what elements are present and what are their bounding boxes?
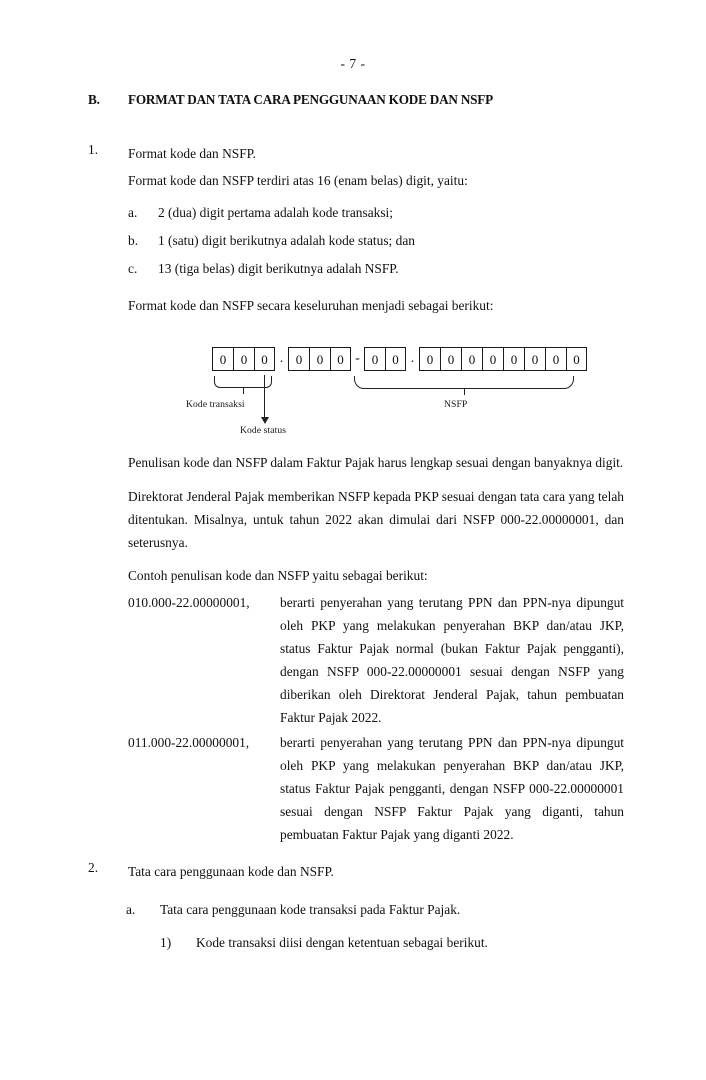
digit-cell: 0: [288, 347, 309, 371]
list-item-a-text: 2 (dua) digit pertama adalah kode transaksi;: [158, 205, 393, 221]
list-item-c: [128, 258, 624, 281]
paragraph-djp: Direktorat Jenderal Pajak memberikan NSFP kepada PKP sesuai dengan tata cara yang telah ditentukan. Misalnya, untuk tahun 2022 akan dimulai dari NSFP 000-22.00000001, dan seterusnya.: [128, 488, 624, 550]
page-content: [88, 92, 624, 955]
item1-sublist: [128, 202, 624, 280]
section-title: FORMAT DAN TATA CARA PENGGUNAAN KODE DAN NSFP: [128, 92, 494, 107]
list-item-b-text: 1 (satu) digit berikutnya adalah kode status; dan: [158, 232, 415, 248]
digit-cell: 0: [461, 347, 482, 371]
digit-box-row: [212, 347, 587, 371]
list-item-2-marker: 2.: [88, 860, 99, 876]
list-item-c-text: 13 (tiga belas) digit berikutnya adalah NSFP.: [158, 260, 399, 276]
example-010: [128, 591, 624, 729]
list-item-2: [88, 860, 624, 887]
list-item-1-marker: 1.: [88, 142, 99, 157]
separator-dot: .: [279, 351, 284, 367]
list-item-b-marker: b.: [128, 232, 139, 248]
label-kode-status: Kode status: [240, 425, 287, 437]
digit-group-nsfp-1: [288, 347, 351, 371]
digit-cell: 0: [566, 347, 587, 371]
digit-cell: 0: [503, 347, 524, 371]
separator-dot-2: .: [410, 351, 415, 367]
list-item-2a1-text: Kode transaksi diisi dengan ketentuan sebagai berikut.: [196, 935, 488, 951]
digit-cell: 0: [254, 347, 275, 371]
digit-cell: 0: [482, 347, 503, 371]
digit-cell: 0: [364, 347, 385, 371]
brace-nsfp-icon: [354, 376, 574, 389]
list-item-a-marker: a.: [128, 205, 138, 221]
digit-group-nsfp-2: [364, 347, 406, 371]
example-011: [128, 731, 624, 846]
item1-intro: Format kode dan NSFP terdiri atas 16 (enam belas) digit, yaitu:: [128, 173, 468, 189]
list-item-2-body: [128, 860, 624, 887]
list-item-2a-marker: a.: [126, 902, 136, 918]
digit-cell: 0: [419, 347, 440, 371]
example-010-code: 010.000-22.00000001,: [128, 594, 250, 610]
list-item-c-marker: c.: [128, 260, 138, 276]
list-item-b: [128, 230, 624, 253]
list-item-2a1: [88, 932, 624, 955]
digit-cell: 0: [233, 347, 254, 371]
digit-group-nsfp-3: [419, 347, 587, 371]
list-item-1-body: [128, 142, 624, 848]
label-kode-transaksi: Kode transaksi: [186, 399, 245, 411]
list-item-1: [88, 142, 624, 848]
diagram-lead-text: Format kode dan NSFP secara keseluruhan menjadi sebagai berikut:: [128, 298, 494, 314]
list-item-a: [128, 202, 624, 225]
list-item-2a-text: Tata cara penggunaan kode transaksi pada Faktur Pajak.: [160, 902, 461, 918]
example-011-desc: berarti penyerahan yang terutang PPN dan PPN-nya dipungut oleh PKP yang melakukan penyerahan BKP dan/atau JKP, status Faktur Pajak pengganti, dengan NSFP 000-22.00000001 sesuai dengan NSFP Faktur Pajak yang diganti, tahun pembuatan Faktur Pajak yang diganti 2022.: [280, 735, 624, 843]
example-011-code: 011.000-22.00000001,: [128, 735, 250, 750]
digit-cell: 0: [309, 347, 330, 371]
section-marker: B.: [88, 92, 100, 107]
page-number: - 7 -: [340, 56, 366, 71]
digit-cell: 0: [385, 347, 406, 371]
paragraph-contoh: Contoh penulisan kode dan NSFP yaitu sebagai berikut:: [128, 567, 428, 583]
paragraph-penulisan: Penulisan kode dan NSFP dalam Faktur Pajak harus lengkap sesuai dengan banyaknya digit.: [128, 455, 624, 471]
digit-cell: 0: [545, 347, 566, 371]
label-nsfp: NSFP: [444, 399, 468, 411]
digit-cell: 0: [524, 347, 545, 371]
kode-nsfp-diagram: [128, 337, 624, 445]
item2-heading: Tata cara penggunaan kode dan NSFP.: [128, 864, 334, 880]
list-item-2a: [88, 899, 624, 922]
list-item-2a1-marker: 1): [160, 935, 172, 951]
digit-cell: 0: [440, 347, 461, 371]
digit-group-kode: [212, 347, 275, 371]
digit-cell: 0: [330, 347, 351, 371]
item1-heading: Format kode dan NSFP.: [128, 146, 256, 161]
separator-dash: -: [355, 351, 360, 367]
section-heading: [88, 92, 624, 108]
example-010-desc: berarti penyerahan yang terutang PPN dan PPN-nya dipungut oleh PKP yang melakukan penyerahan BKP dan/atau JKP, status Faktur Pajak normal (bukan Faktur Pajak pengganti), dengan NSFP 000-22.00000001 sesuai dengan NSFP yang diberikan oleh Direktorat Jenderal Pajak, tahun pembuatan Faktur Pajak 2022.: [280, 594, 624, 725]
digit-cell: 0: [212, 347, 233, 371]
arrow-kode-status-icon: [264, 375, 265, 417]
